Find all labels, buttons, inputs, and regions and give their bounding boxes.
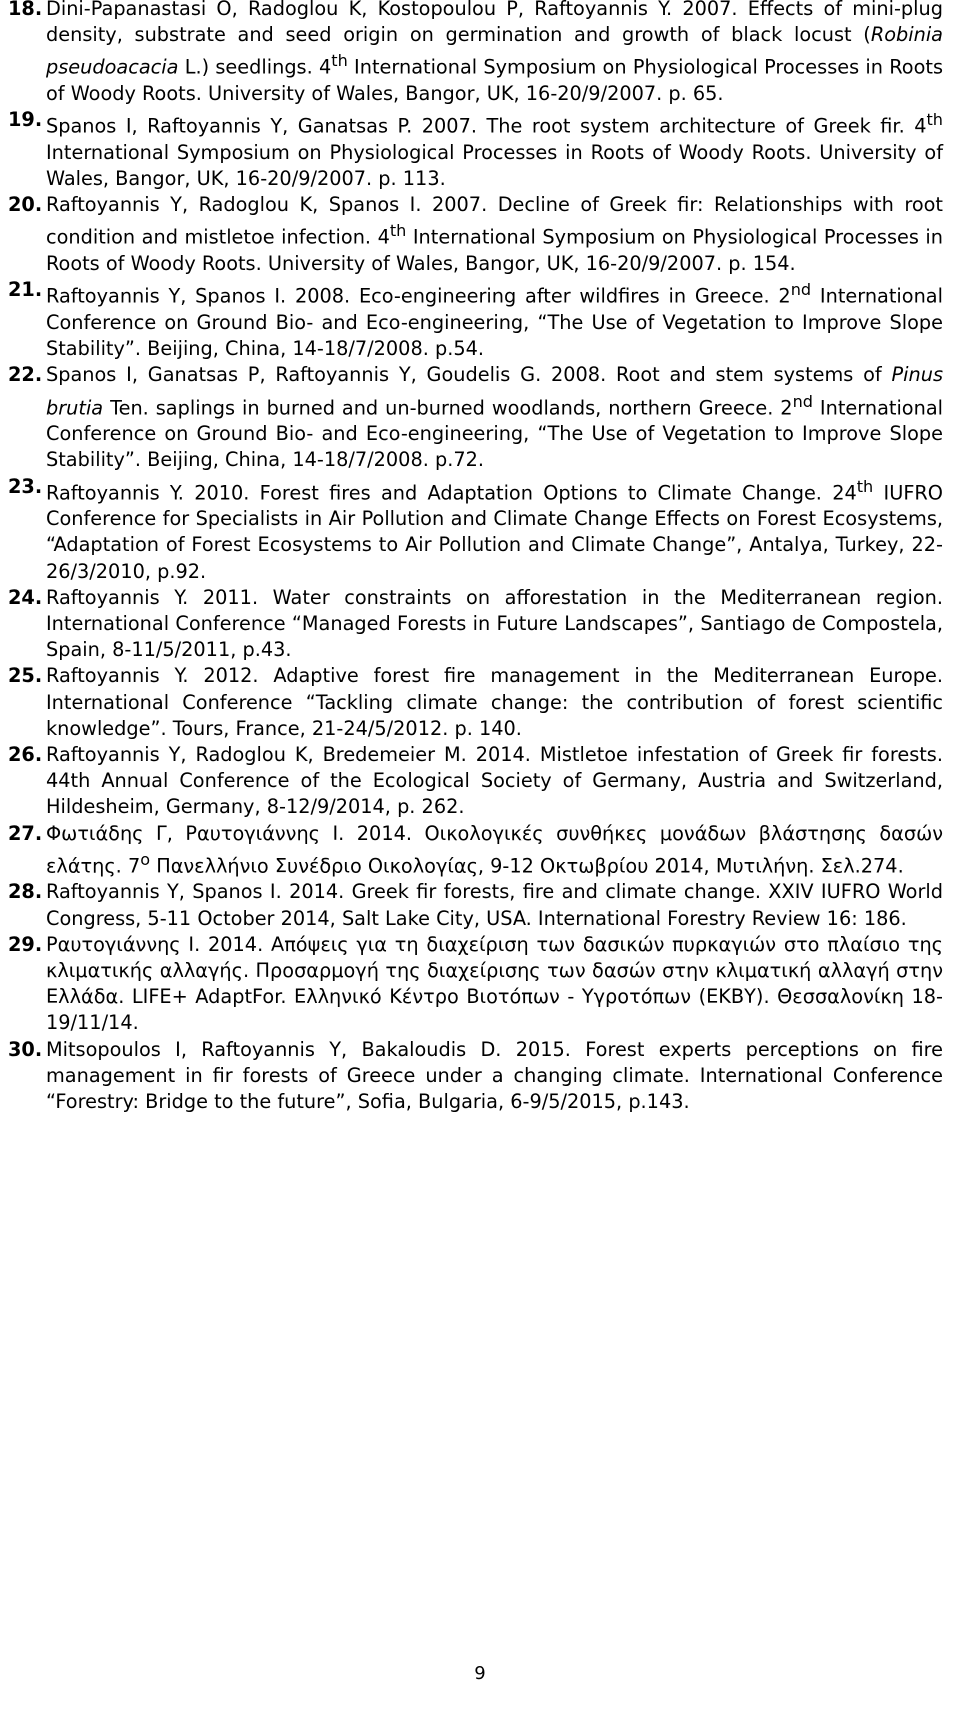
reference-text: Mitsopoulos I, Raftoyannis Y, Bakaloudis D. 2015. Forest experts perceptions on fire management in fir forests of Greece under a changing climate. International Conference “Forestry: Bridge to the future”, Sofia, Bulgaria, 6-9/5/2015, p.143. <box>46 1037 944 1114</box>
reference-number: 19. <box>8 108 43 132</box>
reference-number: 20. <box>8 193 43 217</box>
species-name: Robinia pseudoacacia <box>46 23 943 79</box>
reference-item-28 <box>8 879 943 931</box>
reference-authors: Raftoyannis Y. 2011. <box>46 585 259 609</box>
reference-text: Raftoyannis Y, Spanos I. 2014. Greek fir forests, fire and climate change. XXIV IUFRO World Congress, 5-11 October 2014, Salt Lake City, USA. International Forestry Review 16: 186. <box>46 880 943 930</box>
reference-number: 23. <box>8 474 43 498</box>
reference-authors: Raftoyannis Y, Radoglou K, Spanos I. 2007. <box>46 193 488 217</box>
reference-item-26 <box>8 742 943 821</box>
reference-item-25 <box>8 663 943 742</box>
reference-item-23 <box>8 474 943 585</box>
reference-authors: Spanos I, Raftoyannis Y, Ganatsas P. 2007. <box>46 114 477 138</box>
reference-list <box>8 0 943 1115</box>
reference-text: Spanos I, Ganatsas P, Raftoyannis Y, Goudelis G. 2008. Root and stem systems of Pinus brutia Ten. saplings in burned and un-burned woodlands, northern Greece. 2nd International Conference on Ground Bio- and Eco-engineering, “The Use of Vegetation to Improve Slope Stability”. Beijing, China, 14-18/7/2008. p.72. <box>46 363 943 472</box>
reference-text: Raftoyannis Y, Radoglou K, Spanos I. 2007. Decline of Greek fir: Relationships with root condition and mistletoe infection. 4th International Symposium on Physiological Processes in Roots of Woody Roots. University of Wales, Bangor, UK, 16-20/9/2007. p. 154. <box>46 193 943 276</box>
reference-number: 29. <box>8 932 43 956</box>
reference-number: 26. <box>8 743 43 767</box>
reference-item-30 <box>8 1037 943 1116</box>
reference-authors: Raftoyannis Y, Spanos I. 2014. <box>46 880 345 904</box>
reference-text: Raftoyannis Y. 2012. Adaptive forest fire management in the Mediterranean Europe. International Conference “Tackling climate change: the contribution of forest scientific knowledge”. Tours, France, 21-24/5/2012. p. 140. <box>46 664 943 740</box>
reference-authors: Dini-Papanastasi O, Radoglou K, Kostopoulou P, Raftoyannis Y. 2007. <box>46 0 738 20</box>
reference-text: Raftoyannis Y. 2010. Forest fires and Adaptation Options to Climate Change. 24th IUFRO Conference for Specialists in Air Pollution and Climate Change Effects on Forest Ecosystems, “Adaptation of Forest Ecosystems to Air Pollution and Climate Change”, Antalya, Turkey, 22-26/3/2010, p.92. <box>46 476 943 583</box>
page-number: 9 <box>474 1663 486 1684</box>
reference-number: 27. <box>8 821 43 845</box>
reference-item-19 <box>8 107 943 192</box>
reference-authors: Raftoyannis Y, Radoglou K, Bredemeier M. 2014. <box>46 743 531 767</box>
reference-authors: Mitsopoulos I, Raftoyannis Y, Bakaloudis D. 2015. <box>46 1037 571 1061</box>
reference-number: 18. <box>8 0 43 20</box>
reference-text: Φωτιάδης Γ, Ραυτογιάννης Ι. 2014. Οικολογικές συνθήκες μονάδων βλάστησης δασών ελάτης. $7^o$ Πανελλήνιο Συνέδριο Οικολογίας, 9-12 Οκτωβρίου 2014, Μυτιλήνη. Σελ.274. <box>46 821 943 878</box>
reference-authors: Ραυτογιάννης Ι. 2014. <box>46 932 264 956</box>
reference-item-27 <box>8 821 943 880</box>
reference-authors: Raftoyannis Y. 2012. <box>46 664 259 688</box>
reference-authors: Raftoyannis Y. 2010. <box>46 480 250 504</box>
reference-number: 22. <box>8 363 43 387</box>
reference-item-21 <box>8 277 943 362</box>
reference-item-18 <box>8 0 943 107</box>
reference-number: 28. <box>8 880 43 904</box>
reference-text: Spanos I, Raftoyannis Y, Ganatsas P. 2007. The root system architecture of Greek fir. 4th International Symposium on Physiological Processes in Roots of Woody Roots. University of Wales, Bangor, UK, 16-20/9/2007. p. 113. <box>46 110 943 191</box>
reference-text: Ραυτογιάννης Ι. 2014. Απόψεις για τη διαχείριση των δασικών πυρκαγιών στο πλαίσιο της κλιματικής αλλαγής. Προσαρμογή της διαχείρισης των δασών στην κλιματική αλλαγή στην Ελλάδα. LIFE+ AdaptFor. Ελληνικό Κέντρο Βιοτόπων - Υγροτόπων (ΕΚΒΥ). Θεσσαλονίκη 18-19/11/14. <box>46 932 943 1035</box>
reference-item-29 <box>8 932 943 1037</box>
reference-authors: Spanos I, Ganatsas P, Raftoyannis Y, Goudelis G. 2008. <box>46 363 607 387</box>
reference-number: 30. <box>8 1037 43 1061</box>
reference-item-22 <box>8 362 943 473</box>
reference-item-20 <box>8 192 943 277</box>
reference-authors: Raftoyannis Y, Spanos I. 2008. <box>46 284 351 308</box>
reference-number: 25. <box>8 664 43 688</box>
reference-item-24 <box>8 585 943 664</box>
reference-text: Raftoyannis Y. 2011. Water constraints on afforestation in the Mediterranean region. International Conference “Managed Forests in Future Landscapes”, Santiago de Compostela, Spain, 8-11/5/2011, p.43. <box>46 585 943 662</box>
reference-number: 24. <box>8 585 43 609</box>
reference-text: Dini-Papanastasi O, Radoglou K, Kostopoulou P, Raftoyannis Y. 2007. Effects of mini-plug density, substrate and seed origin on germination and growth of black locust (Robinia pseudoacacia L.) seedlings. 4th International Symposium on Physiological Processes in Roots of Woody Roots. University of Wales, Bangor, UK, 16-20/9/2007. p. 65. <box>46 0 943 107</box>
reference-text: Raftoyannis Y, Spanos I. 2008. Eco-engineering after wildfires in Greece. 2nd International Conference on Ground Bio- and Eco-engineering, “The Use of Vegetation to Improve Slope Stability”. Beijing, China, 14-18/7/2008. p.54. <box>46 280 943 361</box>
species-name: Pinus brutia <box>46 363 943 419</box>
reference-text: Raftoyannis Y, Radoglou K, Bredemeier M. 2014. Mistletoe infestation of Greek fir forests. 44th Annual Conference of the Ecological Society of Germany, Austria and Switzerland, Hildesheim, Germany, 8-12/9/2014, p. 262. <box>46 743 943 819</box>
reference-authors: Φωτιάδης Γ, Ραυτογιάννης Ι. 2014. <box>46 821 412 845</box>
reference-number: 21. <box>8 278 43 302</box>
